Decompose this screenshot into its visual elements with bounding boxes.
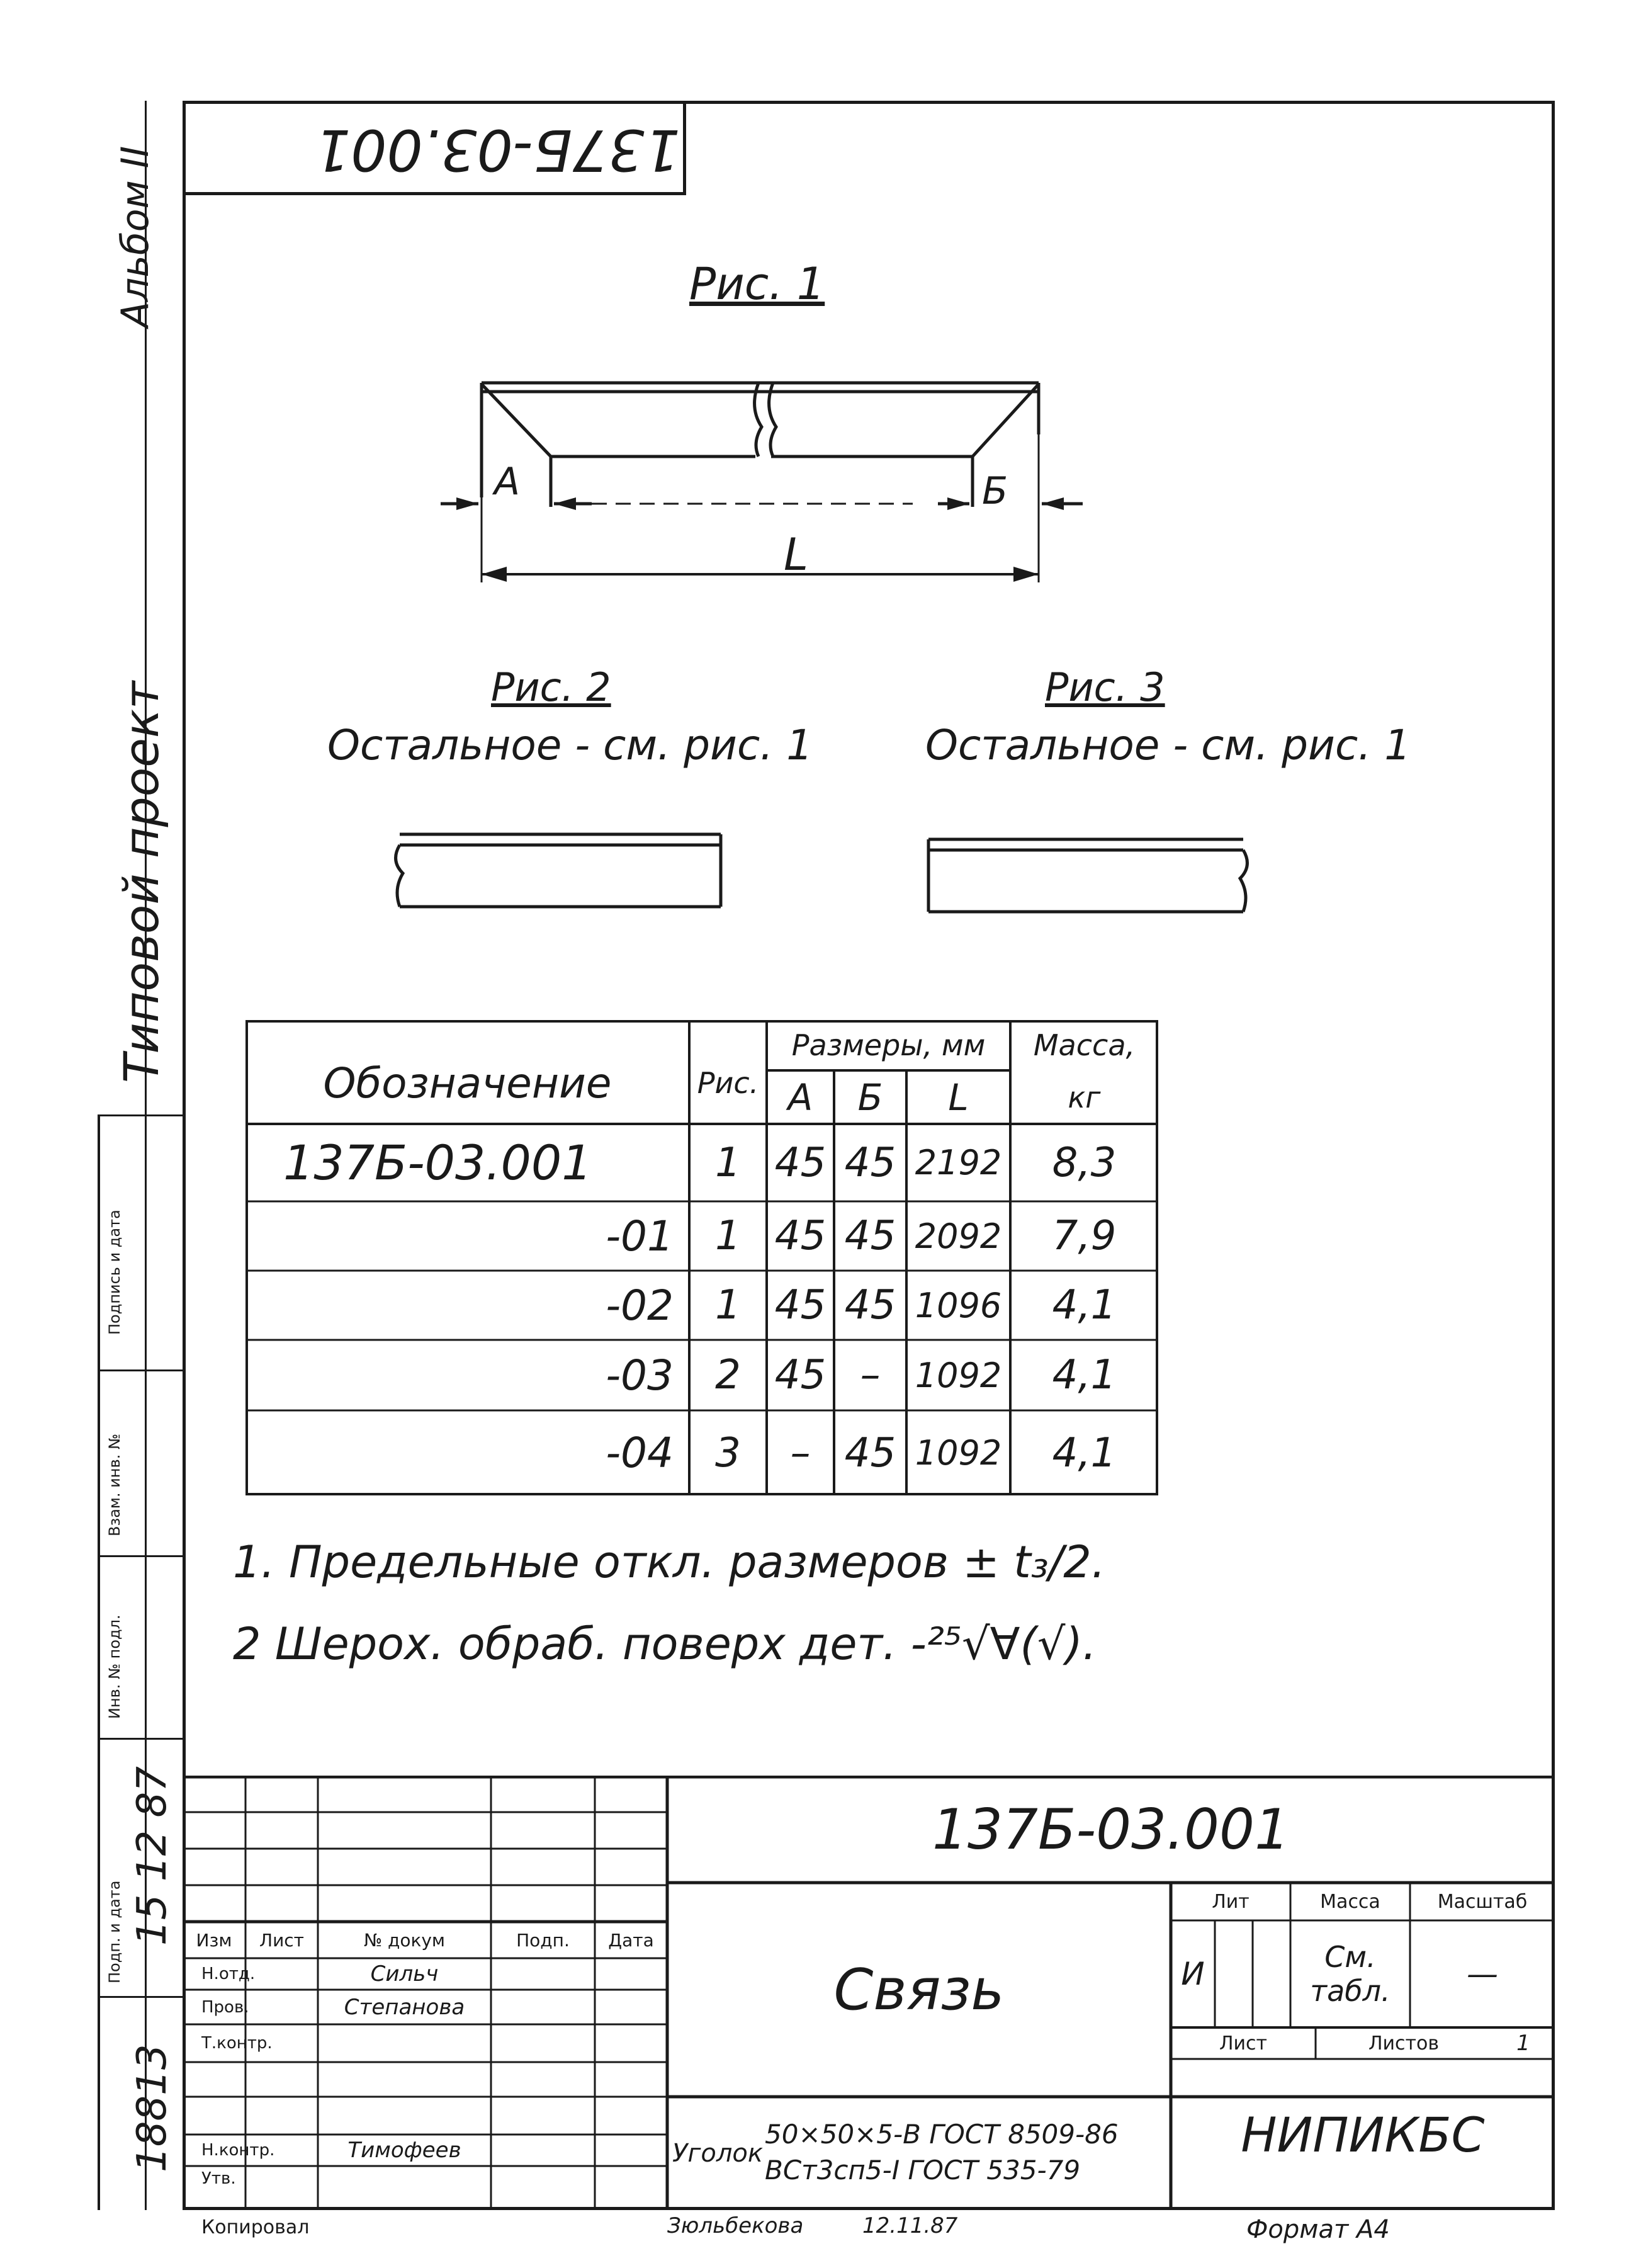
hdr-sign: Подп. (516, 1929, 570, 1951)
table-row-3-a: 45 (774, 1282, 826, 1329)
role-1: Н.отд. (201, 1965, 256, 1983)
table-row-4-designation: -03 (606, 1351, 674, 1400)
album-label: Альбом II (113, 145, 157, 327)
table-row-2-mass: 7,9 (1052, 1213, 1117, 1259)
table-row-1-l: 2192 (915, 1143, 1002, 1182)
doc-code: 137Б-03.001 (932, 1796, 1290, 1862)
inv-dup-label: Взам. инв. № (106, 1434, 123, 1536)
header-designation: Обозначение (323, 1058, 612, 1108)
table-row-3-b: 45 (844, 1282, 896, 1329)
note-2: 2 Шерох. обраб. поверх дет. -²⁵√∀(√). (233, 1618, 1097, 1670)
table-row-1-designation: 137Б-03.001 (283, 1135, 592, 1191)
material-top: 50×50×5-В ГОСТ 8509-86 (765, 2119, 1119, 2150)
mass-label: Масса (1320, 1890, 1380, 1913)
sheets-label: Листов (1368, 2032, 1440, 2055)
table-row-2-fig: 1 (715, 1213, 741, 1259)
fig3-note: Остальное - см. рис. 1 (925, 721, 1411, 769)
hdr-doc: № докум (363, 1929, 446, 1951)
hdr-date: Дата (608, 1929, 654, 1951)
material-label: Уголок (672, 2139, 764, 2168)
format-label: Формат А4 (1246, 2215, 1390, 2244)
fig3-title: Рис. 3 (1045, 664, 1165, 710)
header-fig: Рис. (697, 1066, 759, 1100)
header-b: Б (857, 1075, 883, 1119)
sign-date-label-2: Подп. и дата (106, 1880, 123, 1983)
role-2: Пров. (201, 1997, 249, 2017)
mass-value: См. табл. (1310, 1940, 1391, 2008)
table-row-4-fig: 2 (715, 1352, 741, 1398)
scale-value: — (1467, 1956, 1498, 1992)
role-4: Н.контр. (201, 2141, 275, 2160)
table-row-5-a: – (790, 1429, 811, 1477)
table-row-2-designation: -01 (606, 1211, 674, 1261)
lit-label: Лит (1212, 1890, 1250, 1913)
header-mass: Масса, (1033, 1028, 1136, 1062)
fig1-dim-l: L (784, 529, 808, 581)
person-4: Тимофеев (347, 2138, 461, 2163)
handwritten-date: 15 12 87 (129, 1766, 176, 1946)
header-l: L (948, 1075, 969, 1119)
inv-orig-label: Инв. № подл. (106, 1614, 123, 1719)
table-row-4-b: – (860, 1352, 881, 1398)
table-row-5-l: 1092 (915, 1433, 1002, 1473)
spec-table (245, 1020, 1158, 1495)
table-row-1-mass: 8,3 (1052, 1139, 1117, 1186)
table-row-3-designation: -02 (606, 1281, 674, 1330)
fig1-dim-b: Б (982, 469, 1008, 513)
table-row-5-b: 45 (844, 1429, 896, 1477)
table-row-2-l: 2092 (915, 1216, 1002, 1256)
doc-name: Связь (833, 1956, 1005, 2023)
fig1-title: Рис. 1 (689, 258, 825, 310)
copier-name: Зюльбекова (667, 2213, 804, 2238)
table-row-1-b: 45 (844, 1139, 896, 1186)
title-block (183, 1776, 1555, 2210)
hdr-sheet: Лист (259, 1929, 304, 1951)
hdr-change: Изм (196, 1929, 232, 1951)
table-row-1-fig: 1 (715, 1139, 741, 1186)
scale-label: Масштаб (1437, 1890, 1528, 1913)
table-row-5-designation: -04 (606, 1429, 674, 1477)
material-bottom: ВСт3сп5-I ГОСТ 535-79 (765, 2155, 1081, 2186)
lit-value: И (1181, 1956, 1205, 1992)
table-row-3-mass: 4,1 (1052, 1282, 1117, 1329)
fig1-dim-a: А (494, 460, 521, 504)
sign-date-label: Подпись и дата (106, 1210, 123, 1335)
header-mass-unit: кг (1068, 1080, 1101, 1114)
header-a: А (787, 1075, 813, 1119)
table-row-2-a: 45 (774, 1213, 826, 1259)
sheets-value: 1 (1516, 2031, 1530, 2056)
note-1: 1. Предельные откл. размеров ± t₃/2. (233, 1536, 1106, 1588)
stamp-code-rotated: 137Б-03.001 (315, 116, 680, 183)
table-row-4-a: 45 (774, 1352, 826, 1398)
inv-number: 18813 (129, 2044, 176, 2172)
person-2: Степанова (344, 1994, 465, 2020)
table-row-4-mass: 4,1 (1052, 1352, 1117, 1398)
fig2-note: Остальное - см. рис. 1 (327, 721, 813, 769)
table-row-1-a: 45 (774, 1139, 826, 1186)
person-1: Сильч (370, 1961, 439, 1987)
table-row-3-l: 1096 (915, 1285, 1002, 1325)
role-3: Т.контр. (201, 2034, 273, 2053)
copied-label: Копировал (201, 2216, 310, 2238)
table-row-4-l: 1092 (915, 1355, 1002, 1395)
project-label: Типовой проект (113, 681, 169, 1083)
table-row-5-fig: 3 (715, 1429, 741, 1477)
copy-date: 12.11.87 (862, 2213, 958, 2238)
role-5: Утв. (201, 2169, 236, 2188)
fig2-title: Рис. 2 (491, 664, 611, 710)
table-row-2-b: 45 (844, 1213, 896, 1259)
table-row-5-mass: 4,1 (1052, 1429, 1117, 1477)
header-dimensions: Размеры, мм (791, 1028, 986, 1062)
table-row-3-fig: 1 (715, 1282, 741, 1329)
sheet-label: Лист (1219, 2032, 1268, 2055)
organization: НИПИКБС (1241, 2106, 1485, 2163)
